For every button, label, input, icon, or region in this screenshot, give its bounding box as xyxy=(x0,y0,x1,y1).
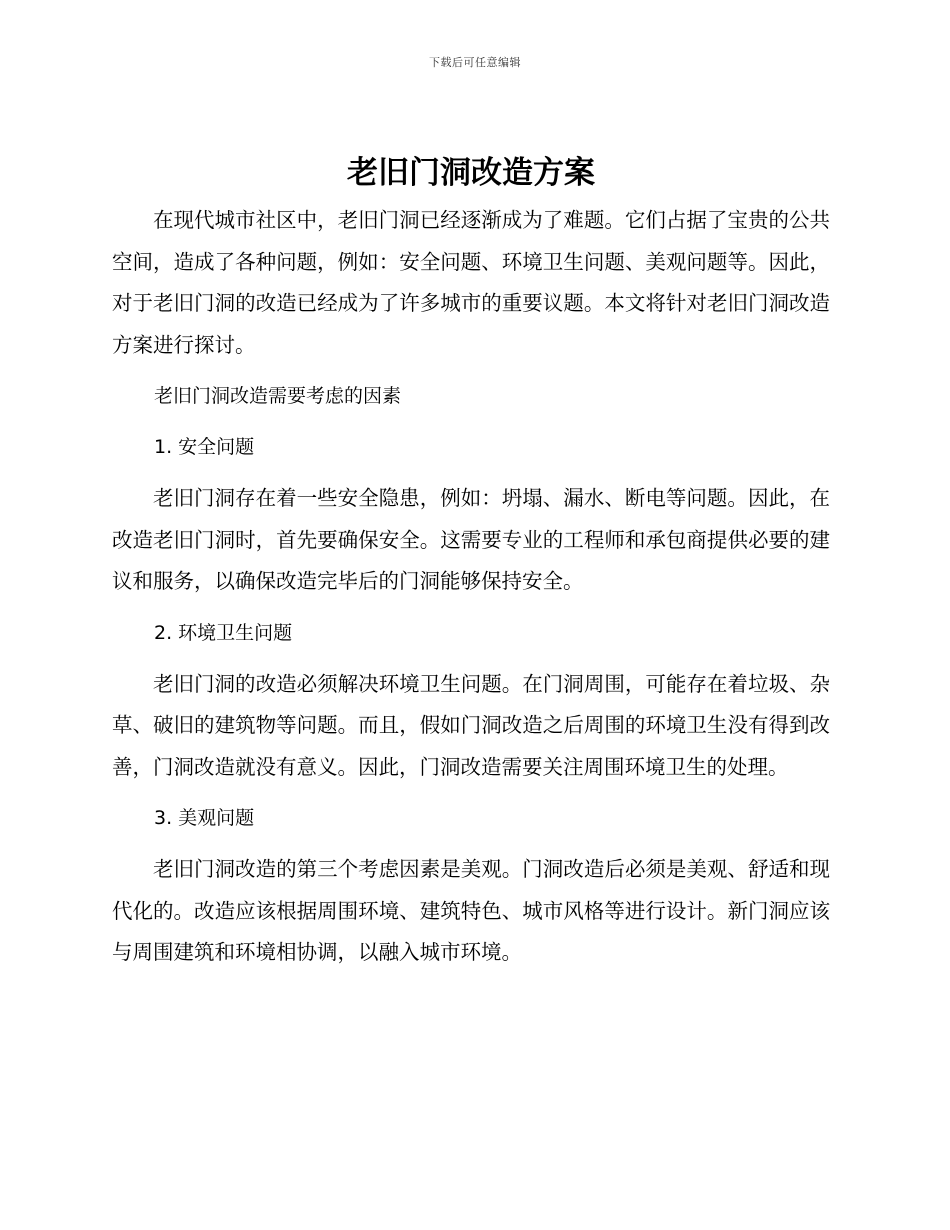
intro-paragraph: 在现代城市社区中，老旧门洞已经逐渐成为了难题。它们占据了宝贵的公共空间，造成了各种问题，例如：安全问题、环境卫生问题、美观问题等。因此，对于老旧门洞的改造已经成为了许多城市的重要议题。本文将针对老旧门洞改造方案进行探讨。 xyxy=(112,208,830,357)
item-heading-aesthetics: 3. 美观问题 xyxy=(154,807,255,829)
item-body-sanitation: 老旧门洞的改造必须解决环境卫生问题。在门洞周围，可能存在着垃圾、杂草、破旧的建筑物等问题。而且，假如门洞改造之后周围的环境卫生没有得到改善，门洞改造就没有意义。因此，门洞改造需要关注周围环境卫生的处理。 xyxy=(112,671,830,779)
section-heading: 老旧门洞改造需要考虑的因素 xyxy=(154,385,402,407)
item-heading-sanitation: 2. 环境卫生问题 xyxy=(154,621,293,644)
item-heading-safety: 1. 安全问题 xyxy=(154,436,255,458)
item-body-aesthetics: 老旧门洞改造的第三个考虑因素是美观。门洞改造后必须是美观、舒适和现代化的。改造应该根据周围环境、建筑特色、城市风格等进行设计。新门洞应该与周围建筑和环境相协调，以融入城市环境。 xyxy=(112,857,830,964)
document-body xyxy=(112,150,830,974)
header-note: 下载后可任意编辑 xyxy=(429,56,521,69)
item-body-safety: 老旧门洞存在着一些安全隐患，例如：坍塌、漏水、断电等问题。因此，在改造老旧门洞时，首先要确保安全。这需要专业的工程师和承包商提供必要的建议和服务，以确保改造完毕后的门洞能够保持安全。 xyxy=(112,486,830,593)
document-title: 老旧门洞改造方案 xyxy=(347,155,595,191)
